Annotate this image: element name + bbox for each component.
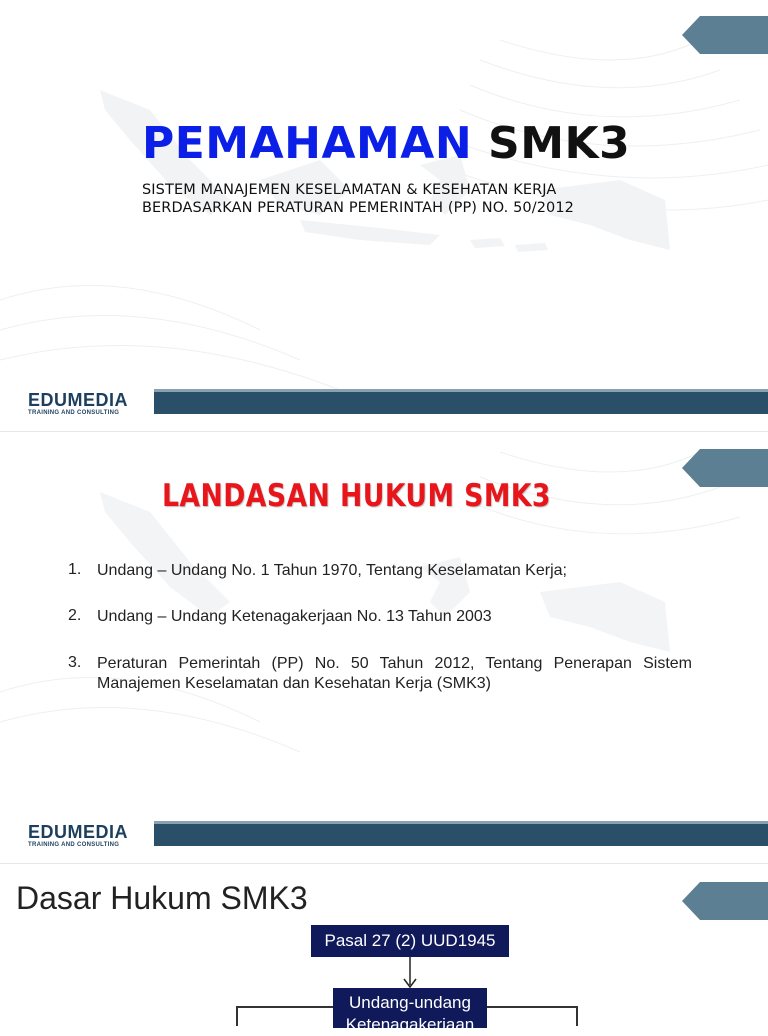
- flow-box-undang-undang: [333, 988, 487, 1034]
- corner-tab-decoration: [682, 449, 768, 487]
- edumedia-logo: EDUMEDIA TRAINING AND CONSULTING: [28, 390, 129, 416]
- list-item: [68, 561, 692, 583]
- flow-box-pasal-27: Pasal 27 (2) UUD1945: [311, 925, 509, 957]
- list-item-text: Peraturan Pemerintah (PP) No. 50 Tahun 2012, Tentang Penerapan Sistem Manajemen Keselamatan dan Kesehatan Kerja (SMK3): [97, 655, 692, 692]
- flow-box-line-2: Ketenagakerjaan: [345, 1015, 475, 1034]
- slide-title: [142, 118, 630, 169]
- title-part-smk3: SMK3: [488, 118, 631, 169]
- list-item-text: Undang – Undang No. 1 Tahun 1970, Tentang Keselamatan Kerja;: [97, 562, 567, 579]
- subtitle-line-2: BERDASARKAN PERATURAN PEMERINTAH (PP) NO. 50/2012: [142, 200, 575, 216]
- footer-bar: [154, 824, 768, 846]
- slide-title-landasan: LANDASAN HUKUM SMK3: [162, 478, 551, 514]
- list-item-number: 3.: [68, 654, 82, 671]
- slide-title-dasar-hukum: Dasar Hukum SMK3: [16, 880, 308, 916]
- flow-connector-right: [576, 1006, 578, 1026]
- list-item-text: Undang – Undang Ketenagakerjaan No. 13 Tahun 2003: [97, 608, 492, 625]
- list-item: [68, 607, 692, 629]
- list-item-number: 1.: [68, 561, 82, 578]
- arrow-down-icon: [402, 957, 418, 989]
- edumedia-logo: EDUMEDIA TRAINING AND CONSULTING: [28, 822, 129, 848]
- subtitle-line-1: SISTEM MANAJEMEN KESELAMATAN & KESEHATAN KERJA: [142, 182, 557, 198]
- flow-connector-left: [236, 1006, 238, 1026]
- list-item: [68, 654, 692, 698]
- corner-tab-decoration: [682, 882, 768, 920]
- footer-bar: [154, 392, 768, 414]
- corner-tab-decoration: [682, 16, 768, 54]
- list-item-number: 2.: [68, 607, 82, 624]
- flow-box-line-1: Undang-undang: [349, 993, 471, 1012]
- title-part-pemahaman: PEMAHAMAN: [142, 118, 473, 169]
- slide-1: [0, 0, 768, 432]
